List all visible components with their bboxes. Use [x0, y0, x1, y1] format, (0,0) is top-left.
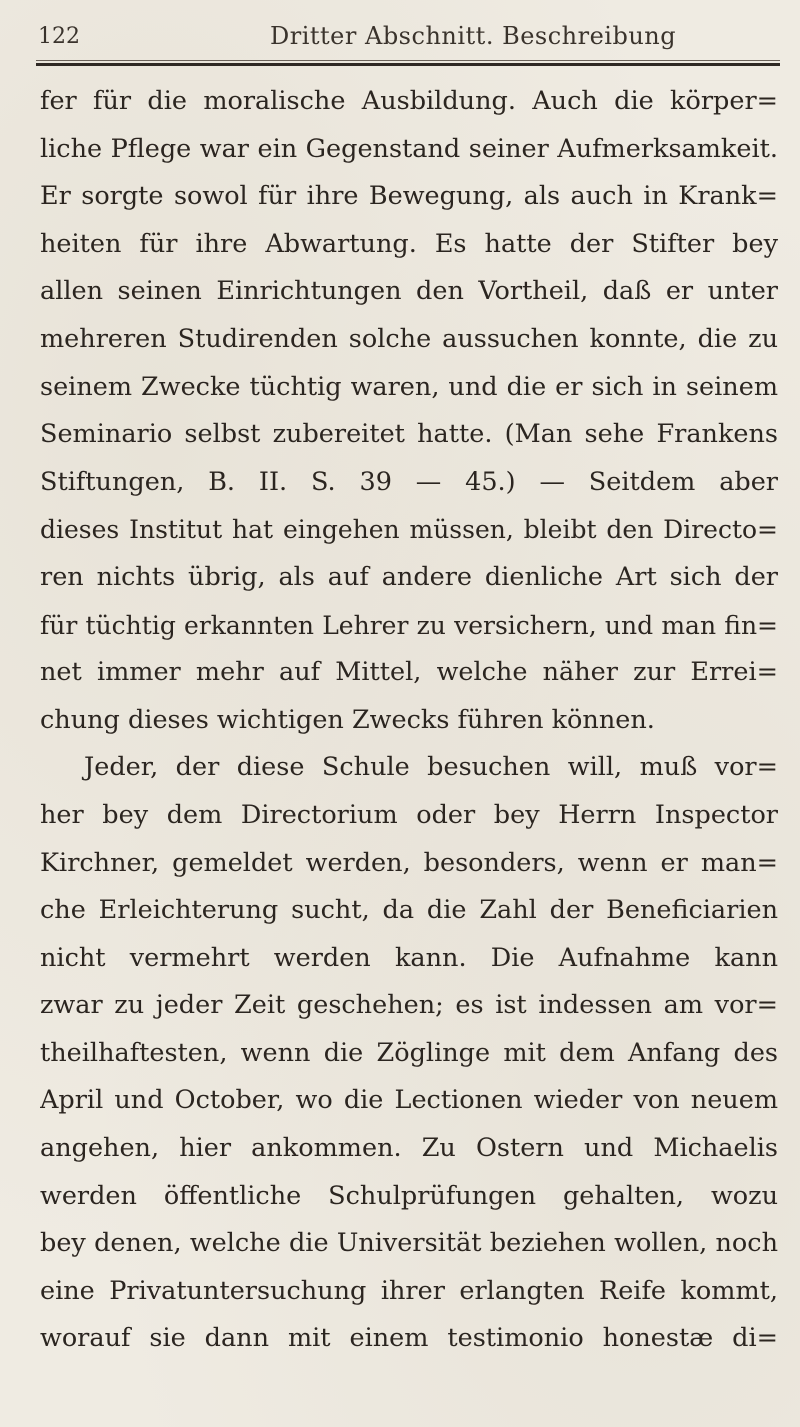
text-line: worauf sie dann mit einem testimonio honestæ di= — [40, 1323, 778, 1354]
text-line: für tüchtig erkannten Lehrer zu versichern, und man fin= — [40, 610, 778, 640]
text-line: dieses Institut hat eingehen müssen, bleibt den Directo= — [40, 515, 778, 545]
text-line: Stiftungen, B. II. S. 39 — 45.) — Seitdem aber — [40, 466, 778, 497]
text-line: ren nichts übrig, als auf andere dienliche Art sich der — [40, 561, 778, 592]
text-line: allen seinen Einrichtungen den Vortheil, daß er unter — [40, 276, 778, 307]
text-line: che Erleichterung sucht, da die Zahl der Beneficiarien — [40, 895, 778, 926]
header-rule — [36, 63, 780, 66]
text-line: liche Pflege war ein Gegenstand seiner Aufmerksamkeit. — [40, 133, 778, 164]
text-line: Seminario selbst zubereitet hatte. (Man sehe Frankens — [40, 419, 778, 450]
text-line: werden öffentliche Schulprüfungen gehalten, wozu — [40, 1180, 778, 1211]
text-line: nicht vermehrt werden kann. Die Aufnahme kann — [40, 942, 778, 973]
text-line: mehreren Studirenden solche aussuchen konnte, die zu — [40, 323, 778, 354]
text-line: bey denen, welche die Universität beziehen wollen, noch — [40, 1228, 778, 1259]
text-line: theilhaftesten, wenn die Zöglinge mit dem Anfang des — [40, 1037, 778, 1068]
text-line: eine Privatuntersuchung ihrer erlangten Reife kommt, — [40, 1275, 778, 1306]
text-line: Er sorgte sowol für ihre Bewegung, als auch in Krank= — [40, 181, 778, 212]
text-line: Kirchner, gemeldet werden, besonders, wenn er man= — [40, 847, 778, 878]
text-line: heiten für ihre Abwartung. Es hatte der Stifter bey — [40, 228, 778, 259]
text-line: angehen, hier ankommen. Zu Ostern und Michaelis — [40, 1133, 778, 1164]
text-line: seinem Zwecke tüchtig waren, und die er sich in seinem — [40, 371, 778, 402]
text-line: her bey dem Directorium oder bey Herrn Inspector — [40, 799, 778, 830]
page-header — [38, 14, 778, 58]
text-line: Jeder, der diese Schule besuchen will, muß vor= — [84, 752, 778, 783]
text-line: net immer mehr auf Mittel, welche näher zur Errei= — [40, 657, 778, 688]
text-line: chung dieses wichtigen Zwecks führen können. — [40, 704, 655, 735]
header-rule-thin — [36, 60, 780, 61]
running-head: Dritter Abschnitt. Beschreibung — [270, 22, 677, 50]
page-number: 122 — [38, 24, 80, 49]
body-text — [40, 78, 778, 1363]
text-line: April und October, wo die Lectionen wieder von neuem — [40, 1085, 778, 1116]
text-line: fer für die moralische Ausbildung. Auch die körper= — [40, 86, 778, 116]
text-line: zwar zu jeder Zeit geschehen; es ist indessen am vor= — [40, 990, 778, 1021]
